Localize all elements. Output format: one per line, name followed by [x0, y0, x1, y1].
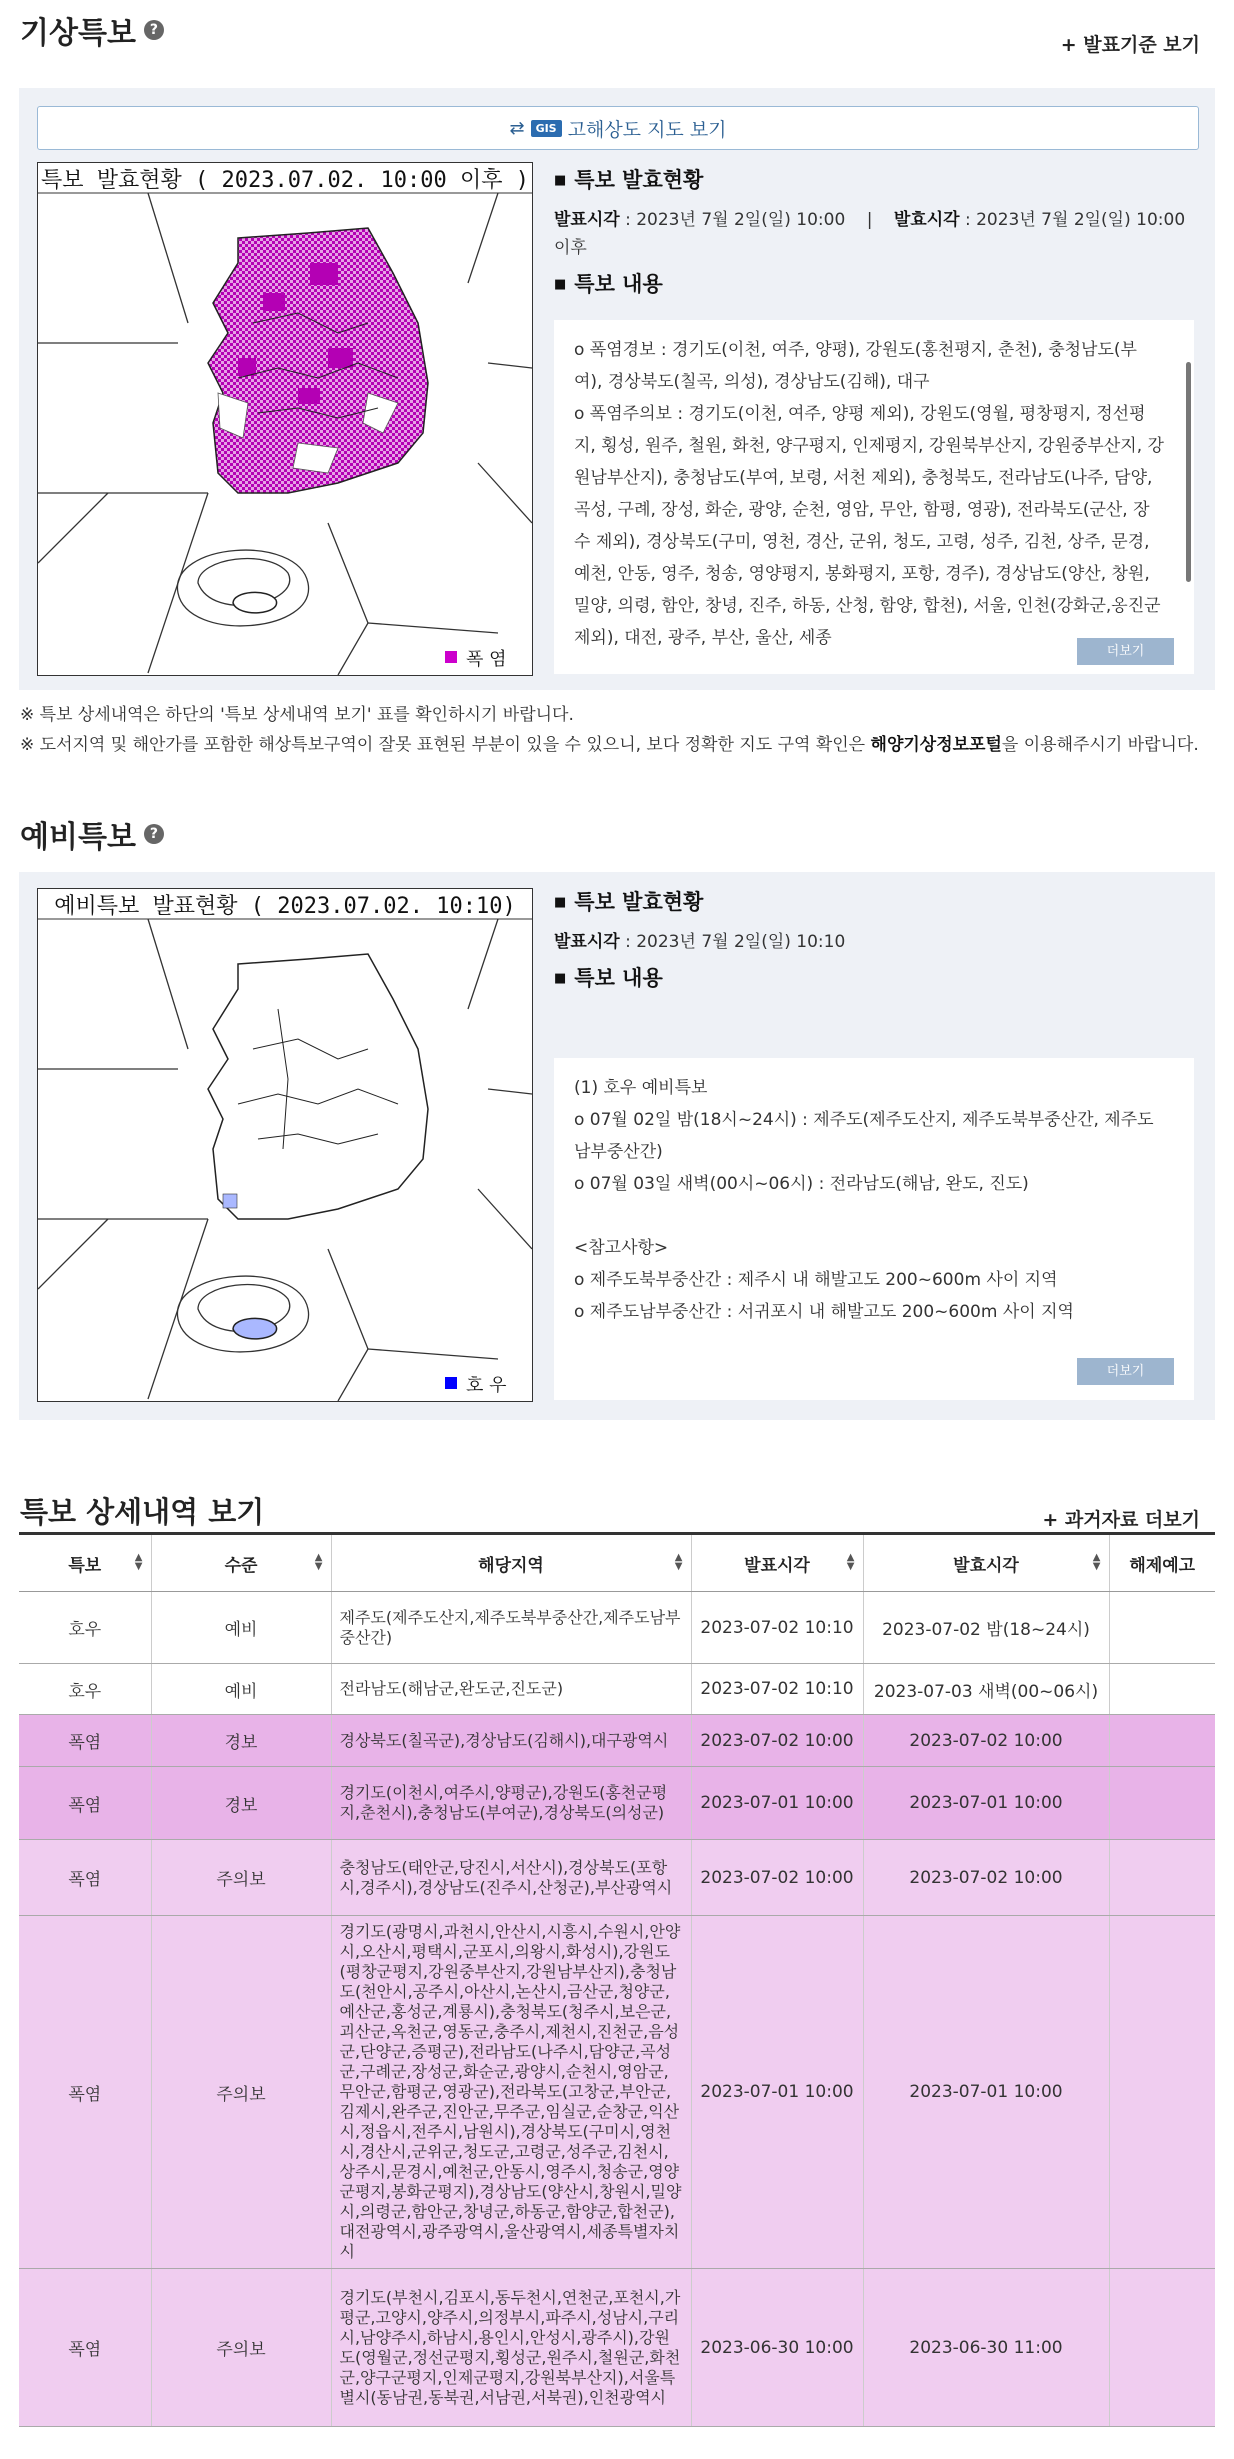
cell-level: 주의보	[151, 2269, 331, 2427]
cell-effective: 2023-07-03 새벽(00~06시)	[863, 1664, 1109, 1715]
cell-effective: 2023-07-01 10:00	[863, 1767, 1109, 1840]
table-row[interactable]	[19, 2269, 1215, 2427]
cell-effective: 2023-06-30 11:00	[863, 2269, 1109, 2427]
cell-effective: 2023-07-02 10:00	[863, 1715, 1109, 1767]
help-icon[interactable]: ?	[144, 824, 164, 844]
preliminary-content-box[interactable]	[554, 1058, 1194, 1400]
status-heading: ■ 특보 발효현황	[554, 886, 1194, 916]
cell-type: 폭염	[19, 1916, 151, 2269]
warnings-panel	[19, 88, 1215, 690]
cell-area: 제주도(제주도산지,제주도북부중산간,제주도남부중산간)	[331, 1592, 691, 1664]
table-row[interactable]	[19, 1840, 1215, 1916]
col-header-type[interactable]: 특보 ▲ ▼	[19, 1534, 151, 1592]
cell-type: 호우	[19, 1592, 151, 1664]
preliminary-info	[554, 886, 1194, 992]
effect-label: 발효시각	[893, 210, 960, 230]
cell-type: 폭염	[19, 1767, 151, 1840]
cell-level: 경보	[151, 1767, 331, 1840]
map-title: 예비특보 발표현황 ( 2023.07.02. 10:10)	[54, 894, 516, 919]
table-row[interactable]	[19, 1664, 1215, 1715]
note-2-text: ※ 도서지역 및 해안가를 포함한 해상특보구역이 잘못 표현된 부분이 있을 수 있으니, 보다 정확한 지도 구역 확인은	[20, 735, 871, 755]
sort-icon: ▲ ▼	[674, 1552, 683, 1572]
preliminary-map[interactable]	[37, 888, 533, 1402]
preliminary-map-graphic	[38, 889, 532, 1401]
legend-swatch	[445, 1377, 457, 1389]
section-title: 기상특보	[20, 16, 136, 51]
cell-release	[1109, 1916, 1215, 2269]
cell-area: 충청남도(태안군,당진시,서산시),경상북도(포항시,경주시),경상남도(진주시,산청군),부산광역시	[331, 1840, 691, 1916]
refresh-icon: ⇄	[509, 117, 525, 139]
cell-release	[1109, 1840, 1215, 1916]
issue-label: 발표시각	[554, 932, 620, 952]
note-1: ※ 특보 상세내역은 하단의 '특보 상세내역 보기' 표를 확인하시기 바랍니다.	[20, 705, 574, 725]
cell-release	[1109, 1715, 1215, 1767]
table-row[interactable]	[19, 1592, 1215, 1664]
issue-label: 발표시각	[554, 210, 620, 230]
warning-info	[554, 164, 1194, 298]
separator: |	[866, 210, 873, 230]
issue-time-line	[554, 928, 1194, 956]
table-row[interactable]	[19, 1715, 1215, 1767]
sort-icon: ▲ ▼	[1092, 1552, 1101, 1572]
gis-button-label: 고해상도 지도 보기	[567, 118, 727, 141]
cell-type: 폭염	[19, 1715, 151, 1767]
issue-time-line	[554, 206, 1194, 262]
cell-level: 주의보	[151, 1840, 331, 1916]
map-legend: 폭 염	[466, 649, 507, 670]
legend-swatch	[445, 651, 457, 663]
cell-area: 경상북도(칠곡군),경상남도(김해시),대구광역시	[331, 1715, 691, 1767]
section-header-details	[20, 1490, 264, 1530]
warning-content: o 폭염경보 : 경기도(이천, 여주, 양평), 강원도(홍천평지, 춘천), 충청남도(부여), 경상북도(칠곡, 의성), 경상남도(김해), 대구 o 폭염주의보 : 경기도(이천, 여주, 양평 제외), 강원도(영월, 평창평지, 정선평지, 횡성, 원주, 철원, 화천, 양구평지, 인제평지, 강원북부산지, 강원중부산지, 강원남부산지), 충청남도(부여, 보령, 서천 제외), 충청북도, 전라남도(나주, 담양, 곡성, 구례, 장성, 화순, 광양, 순천, 영암, 무안, 함평, 영광), 전라북도(군산, 장수 제외), 경상북도(구미, 영천, 경산, 군위, 청도, 고령, 성주, 김천, 상주, 문경, 예천, 안동, 영주, 청송, 영양평지, 봉화평지, 포항, 경주), 경상남도(양산, 창원, 밀양, 의령, 함안, 창녕, 진주, 하동, 산청, 함양, 합천), 서울, 인천(강화군,옹진군 제외), 대전, 광주, 부산, 울산, 세종	[574, 340, 1164, 648]
cell-release	[1109, 2269, 1215, 2427]
more-button[interactable]: 더보기	[1077, 638, 1174, 665]
cell-release	[1109, 1592, 1215, 1664]
issue-value: : 2023년 7월 2일(일) 10:10	[619, 932, 846, 952]
effect-value: : 2023년 7월 2일(일) 10:00 이후	[554, 210, 1186, 258]
cell-level: 예비	[151, 1664, 331, 1715]
table-row[interactable]	[19, 1916, 1215, 2269]
cell-level: 예비	[151, 1592, 331, 1664]
col-header-area[interactable]: 해당지역 ▲ ▼	[331, 1534, 691, 1592]
preliminary-panel	[19, 872, 1215, 1420]
cell-issued: 2023-07-02 10:00	[691, 1840, 863, 1916]
cell-type: 호우	[19, 1664, 151, 1715]
section-header-warnings	[20, 10, 164, 50]
issue-value: : 2023년 7월 2일(일) 10:00	[619, 210, 846, 230]
past-data-link[interactable]: + 과거자료 더보기	[1042, 1509, 1200, 1531]
cell-issued: 2023-07-02 10:10	[691, 1592, 863, 1664]
col-header-issued[interactable]: 발표시각 ▲ ▼	[691, 1534, 863, 1592]
warning-map[interactable]	[37, 162, 533, 676]
cell-issued: 2023-07-02 10:00	[691, 1715, 863, 1767]
sort-icon: ▲ ▼	[846, 1552, 855, 1572]
cell-issued: 2023-06-30 10:00	[691, 2269, 863, 2427]
cell-area: 전라남도(해남군,완도군,진도군)	[331, 1664, 691, 1715]
cell-issued: 2023-07-01 10:00	[691, 1767, 863, 1840]
cell-type: 폭염	[19, 1840, 151, 1916]
scrollbar[interactable]	[1186, 362, 1191, 582]
map-legend: 호 우	[466, 1375, 507, 1396]
details-table	[19, 1532, 1215, 2427]
warning-map-graphic	[38, 163, 532, 675]
sort-icon: ▲ ▼	[314, 1552, 323, 1572]
marine-portal-link[interactable]: 해양기상정보포털	[870, 735, 1002, 755]
cell-issued: 2023-07-01 10:00	[691, 1916, 863, 2269]
note-2-tail: 을 이용해주시기 바랍니다.	[1001, 735, 1199, 755]
more-button[interactable]: 더보기	[1077, 1358, 1174, 1385]
cell-area: 경기도(광명시,과천시,안산시,시흥시,수원시,안양시,오산시,평택시,군포시,의왕시,화성시),강원도(평창군평지,강원중부산지,강원남부산지),충청남도(천안시,공주시,아산시,논산시,금산군,청양군,예산군,홍성군,계룡시),충청북도(청주시,보은군,괴산군,옥천군,영동군,충주시,제천시,진천군,음성군,단양군,증평군),전라남도(나주시,담양군,곡성군,구례군,장성군,화순군,광양시,순천시,영암군,무안군,함평군,영광군),전라북도(고창군,부안군,김제시,완주군,진안군,무주군,임실군,순창군,익산시,정읍시,전주시,남원시),경상북도(구미시,영천시,경산시,군위군,청도군,고령군,성주군,김천시,상주시,문경시,예천군,안동시,영주시,청송군,영양군평지,봉화군평지),경상남도(양산시,창원시,밀양시,의령군,함안군,창녕군,하동군,함양군,합천군),대전광역시,광주광역시,울산광역시,세종특별자치시	[331, 1916, 691, 2269]
cell-issued: 2023-07-02 10:10	[691, 1664, 863, 1715]
cell-effective: 2023-07-02 10:00	[863, 1840, 1109, 1916]
cell-release	[1109, 1664, 1215, 1715]
cell-type: 폭염	[19, 2269, 151, 2427]
gis-map-button[interactable]	[37, 106, 1199, 150]
preliminary-content: (1) 호우 예비특보 o 07월 02일 밤(18시~24시) : 제주도(제주도산지, 제주도북부중산간, 제주도남부중산간) o 07월 03일 새벽(00시~06시) : 전라남도(해남, 완도, 진도) <참고사항> o 제주도북부중산간 : 제주시 내 해발고도 200~600m 사이 지역 o 제주도남부중산간 : 서귀포시 내 해발고도 200~600m 사이 지역	[574, 1078, 1154, 1322]
col-header-effective[interactable]: 발효시각 ▲ ▼	[863, 1534, 1109, 1592]
cell-effective: 2023-07-01 10:00	[863, 1916, 1109, 2269]
cell-area: 경기도(이천시,여주시,양평군),강원도(홍천군평지,춘천시),충청남도(부여군),경상북도(의성군)	[331, 1767, 691, 1840]
col-header-level[interactable]: 수준 ▲ ▼	[151, 1534, 331, 1592]
map-title: 특보 발효현황 ( 2023.07.02. 10:00 이후 )	[41, 168, 529, 193]
gis-badge: GIS	[531, 120, 562, 137]
content-heading: ■ 특보 내용	[554, 268, 1194, 298]
section-title: 예비특보	[20, 820, 136, 855]
content-heading: ■ 특보 내용	[554, 962, 1194, 992]
status-heading: ■ 특보 발효현황	[554, 164, 1194, 194]
cell-area: 경기도(부천시,김포시,동두천시,연천군,포천시,가평군,고양시,양주시,의정부시,파주시,성남시,구리시,남양주시,하남시,용인시,안성시,광주시),강원도(영월군,정선군평지,횡성군,원주시,철원군,화천군,양구군평지,인제군평지,강원북부산지),서울특별시(동남권,동북권,서남권,서북권),인천광역시	[331, 2269, 691, 2427]
table-header-row	[19, 1534, 1215, 1592]
help-icon[interactable]: ?	[144, 20, 164, 40]
cell-level: 주의보	[151, 1916, 331, 2269]
note-2	[20, 730, 1199, 755]
cell-release	[1109, 1767, 1215, 1840]
criteria-link[interactable]: + 발표기준 보기	[1060, 34, 1200, 56]
section-header-preliminary	[20, 814, 164, 854]
section-title: 특보 상세내역 보기	[20, 1494, 265, 1529]
col-header-release[interactable]: 해제예고	[1109, 1534, 1215, 1592]
cell-level: 경보	[151, 1715, 331, 1767]
cell-effective: 2023-07-02 밤(18~24시)	[863, 1592, 1109, 1664]
sort-icon: ▲ ▼	[134, 1552, 143, 1572]
warning-content-box[interactable]	[554, 320, 1194, 674]
table-row[interactable]	[19, 1767, 1215, 1840]
